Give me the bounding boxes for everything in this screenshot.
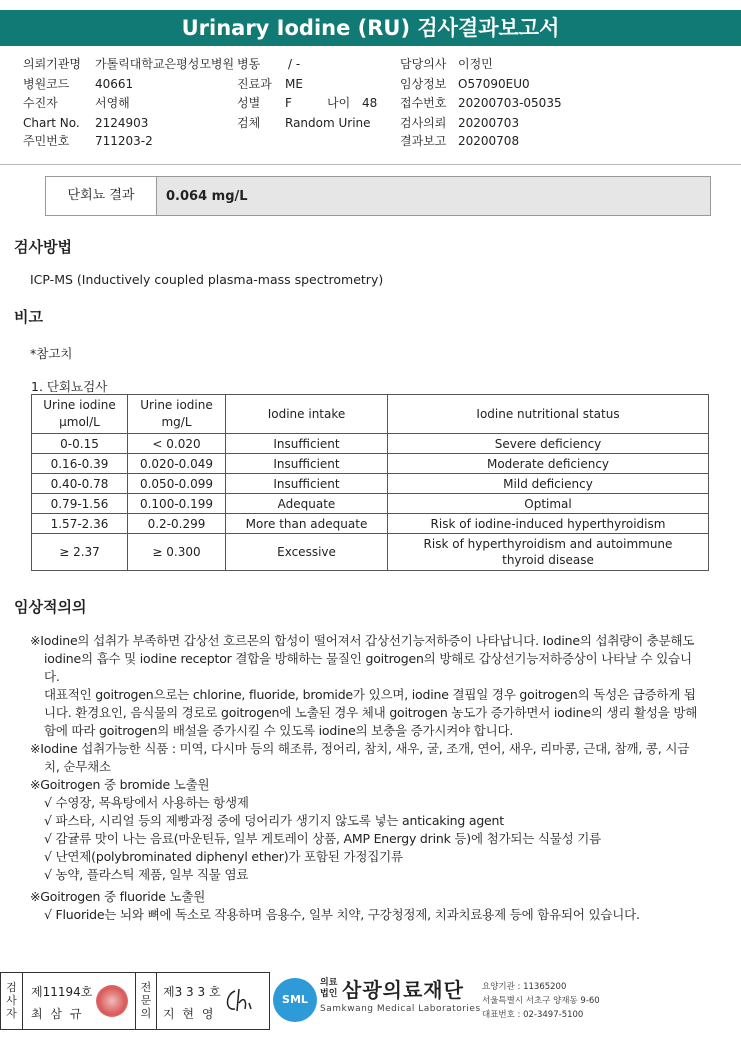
examiner-seal [96, 985, 128, 1017]
request-label: 검사의뢰 [400, 116, 447, 130]
report-label: 결과보고 [400, 134, 447, 148]
dept-label: 진료과 [237, 77, 272, 91]
bromide-item: √ 농약, 플라스틱 제품, 일부 직물 염료 [44, 867, 249, 882]
bromide-item: √ 파스타, 시리얼 등의 제빵과정 중에 덩어리가 생기지 않도록 넣는 anticaking agent [44, 813, 504, 828]
chart-label: Chart No. [23, 116, 80, 130]
clinical-paragraph-3: ※Iodine 섭취가능한 식품 : 미역, 다시마 등의 해조류, 정어리, 참치, 새우, 굴, 조개, 연어, 새우, 리마콩, 근대, 참깨, 콩, 시금치, 순무채소 [30, 741, 690, 774]
reference-note: *참고치 [30, 346, 73, 361]
cell: ≥ 2.37 [32, 534, 128, 571]
cell: 0.2-0.299 [128, 514, 226, 534]
org-code: 요양기관 : 11365200 [482, 982, 567, 992]
col-status: Iodine nutritional status [388, 395, 709, 434]
clinical-text [30, 632, 700, 924]
specimen-value: Random Urine [285, 116, 371, 130]
signature-box [0, 972, 270, 1030]
age-value: 48 [362, 96, 378, 110]
org-type: 의료법인 [320, 978, 338, 999]
bromide-item: √ 난연제(polybrominated diphenyl ether)가 포함된 가정집기류 [44, 849, 403, 864]
report-title: Urinary Iodine (RU) 검사결과보고서 [0, 10, 741, 46]
cell: Optimal [388, 494, 709, 514]
patient-value: 서영해 [95, 96, 130, 110]
table-row [32, 534, 709, 571]
hospital-code-value: 40661 [95, 77, 134, 91]
reference-table [31, 394, 709, 571]
result-value: 0.064 mg/L [166, 189, 248, 204]
cell: 0.79-1.56 [32, 494, 128, 514]
cell: 0.100-0.199 [128, 494, 226, 514]
specialist-name: 지 현 영 [163, 1007, 216, 1021]
cell: Insufficient [226, 434, 388, 454]
cell: ≥ 0.300 [128, 534, 226, 571]
doctor-value: 이정민 [458, 57, 493, 71]
cell: < 0.020 [128, 434, 226, 454]
bromide-item: √ 수영장, 목욕탕에서 사용하는 항생제 [44, 795, 249, 810]
clinical-paragraph-2: 대표적인 goitrogen으로는 chlorine, fluoride, bromide가 있으며, iodine 결핍일 경우 goitrogen의 독성은 급증하게 됩니다. 환경요인, 음식물의 경로로 goitrogen에 노출된 경우 체내 goitrogen 농도가 증가하면서 iodine의 생리 활성을 방해함에 따라 goitrogen의 배설을 증가시킬 수 있도록 iodine의 보충을 증가시켜야 합니다. [44, 687, 698, 738]
cell: 0-0.15 [32, 434, 128, 454]
result-label: 단회뇨 결과 [46, 177, 157, 215]
sex-label: 성별 [237, 96, 261, 110]
sex-value: F [285, 96, 292, 110]
institution-label: 의뢰기관명 [23, 57, 81, 71]
patient-label: 수진자 [23, 96, 58, 110]
dept-value: ME [285, 77, 303, 91]
fluoride-item: √ Fluoride는 뇌와 뼈에 독소로 작용하며 음용수, 일부 치약, 구강청정제, 치과치료용제 등에 함유되어 있습니다. [44, 907, 640, 922]
divider [0, 164, 741, 165]
col-umol: Urine iodine μmol/L [32, 395, 128, 434]
hospital-code-label: 병원코드 [23, 77, 70, 91]
cell: Insufficient [226, 454, 388, 474]
cell: Mild deficiency [388, 474, 709, 494]
chart-value: 2124903 [95, 116, 149, 130]
table-header-row [32, 395, 709, 434]
cell: Adequate [226, 494, 388, 514]
table-row [32, 494, 709, 514]
clinical-paragraph-1: ※Iodine의 섭취가 부족하면 갑상선 호르몬의 합성이 떨어져서 갑상선기능저하증이 나타납니다. Iodine의 섭취량이 충분해도 iodine의 흡수 및 iodine receptor 결합을 방해하는 물질인 goitrogen의 방해로 갑상선기능저하증상이 나타날 수 있습니다. [30, 633, 695, 684]
cell: 0.40-0.78 [32, 474, 128, 494]
table-row [32, 474, 709, 494]
org-english: Samkwang Medical Laboratories [320, 1004, 481, 1014]
cell: Moderate deficiency [388, 454, 709, 474]
id-label: 주민번호 [23, 134, 70, 148]
table-row [32, 454, 709, 474]
col-intake: Iodine intake [226, 395, 388, 434]
specimen-label: 검체 [237, 116, 261, 130]
cell: 0.020-0.049 [128, 454, 226, 474]
specialist-license: 제3 3 3 호 [163, 985, 221, 999]
org-address: 서울특별시 서초구 양재동 9-60 [482, 996, 600, 1006]
clinical-value: O57090EU0 [458, 77, 530, 91]
examiner-label: 검사자 [1, 973, 23, 1029]
examiner-license: 제11194호 [31, 985, 93, 999]
ward-label: 병동 [237, 57, 261, 71]
table-row [32, 514, 709, 534]
cell: Excessive [226, 534, 388, 571]
specialist-signature [223, 985, 263, 1017]
doctor-label: 담당의사 [400, 57, 447, 71]
cell: Severe deficiency [388, 434, 709, 454]
org-phone: 대표번호 : 02-3497-5100 [482, 1010, 584, 1020]
org-name: 삼광의료재단 [342, 978, 464, 1002]
cell: 0.16-0.39 [32, 454, 128, 474]
cell: More than adequate [226, 514, 388, 534]
cell: Risk of iodine-induced hyperthyroidism [388, 514, 709, 534]
bromide-title: ※Goitrogen 중 bromide 노출원 [30, 777, 210, 792]
specialist-label: 전문의 [135, 973, 157, 1029]
cell: 0.050-0.099 [128, 474, 226, 494]
sml-logo: SML [273, 978, 317, 1022]
ward-value: / - [288, 57, 301, 71]
fluoride-title: ※Goitrogen 중 fluoride 노출원 [30, 889, 206, 904]
table-row [32, 434, 709, 454]
id-value: 711203-2 [95, 134, 153, 148]
receipt-label: 접수번호 [400, 96, 447, 110]
clinical-heading: 임상적의의 [14, 598, 87, 616]
remarks-heading: 비고 [14, 308, 43, 326]
method-heading: 검사방법 [14, 238, 72, 256]
bromide-item: √ 감귤류 맛이 나는 음료(마운틴듀, 일부 게토레이 상품, AMP Energy drink 등)에 첨가되는 식물성 기름 [44, 831, 602, 846]
examiner-name: 최 삼 규 [31, 1007, 84, 1021]
cell: 1.57-2.36 [32, 514, 128, 534]
receipt-value: 20200703-05035 [458, 96, 562, 110]
col-mgl: Urine iodine mg/L [128, 395, 226, 434]
request-value: 20200703 [458, 116, 520, 130]
report-value: 20200708 [458, 134, 520, 148]
clinical-label: 임상정보 [400, 77, 447, 91]
institution-value: 가톨릭대학교은평성모병원 [95, 57, 235, 71]
age-label: 나이 [327, 96, 351, 110]
cell: Insufficient [226, 474, 388, 494]
result-box [45, 176, 711, 216]
cell: Risk of hyperthyroidism and autoimmune thyroid disease [388, 534, 709, 571]
method-text: ICP-MS (Inductively coupled plasma-mass spectrometry) [30, 272, 384, 287]
reference-subtitle: 1. 단회뇨검사 [31, 379, 108, 394]
